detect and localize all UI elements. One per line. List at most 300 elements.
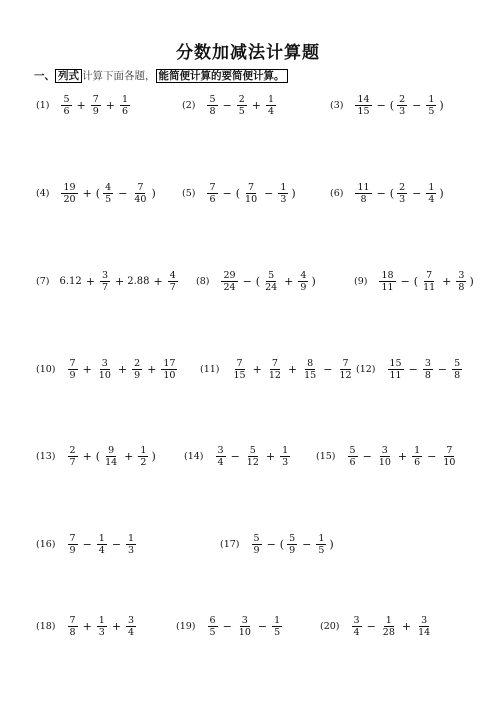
denominator: 20: [63, 194, 76, 205]
operator: −: [366, 620, 376, 633]
parenthesis: (: [279, 538, 285, 551]
instruction-boxed-2: 能简便计算的要简便计算。: [156, 69, 288, 83]
problem-label: (20): [320, 621, 340, 632]
numerator: 7: [69, 533, 76, 544]
denominator: 15: [233, 370, 246, 381]
fraction: [132, 182, 148, 205]
denominator: 6: [349, 457, 356, 468]
operator: +: [265, 450, 276, 463]
numerator: 1: [318, 533, 325, 544]
operator: −: [118, 187, 128, 200]
numerator: 4: [105, 182, 112, 193]
problem-expression: [59, 182, 156, 205]
denominator: 6: [414, 457, 421, 468]
denominator: 14: [105, 457, 118, 468]
fraction: [355, 94, 371, 117]
denominator: 8: [424, 370, 431, 381]
denominator: 5: [428, 106, 435, 117]
operator: +: [115, 275, 125, 288]
denominator: 8: [454, 370, 461, 381]
section-number: 一、: [34, 70, 55, 82]
fraction: [221, 270, 237, 293]
numerator: 11: [357, 182, 370, 193]
parenthesis: ): [151, 450, 156, 463]
operator: −: [222, 187, 232, 200]
operator: +: [105, 99, 115, 112]
numerator: 3: [458, 270, 465, 281]
numerator: 5: [63, 94, 70, 105]
problem-1: [36, 94, 132, 117]
operator: +: [82, 363, 92, 376]
denominator: 4: [428, 194, 435, 205]
fraction: [68, 533, 78, 556]
problem-15: [316, 445, 459, 468]
numerator: 1: [128, 533, 135, 544]
fraction: [138, 445, 148, 468]
problem-label: (9): [354, 276, 368, 287]
problem-expression: [206, 615, 285, 638]
parenthesis: (: [255, 275, 261, 288]
denominator: 9: [92, 106, 99, 117]
fraction: [379, 270, 395, 293]
parenthesis: ): [439, 99, 444, 112]
operator: −: [302, 538, 312, 551]
denominator: 15: [304, 370, 317, 381]
fraction: [120, 94, 130, 117]
problem-expression: [377, 270, 474, 293]
denominator: 10: [378, 457, 391, 468]
problem-19: [176, 615, 284, 638]
fraction: [126, 533, 136, 556]
denominator: 5: [209, 627, 216, 638]
numerator: 1: [428, 182, 435, 193]
fraction: [61, 182, 77, 205]
numerator: 3: [241, 615, 248, 626]
operator: −: [412, 187, 422, 200]
problem-label: (6): [330, 188, 344, 199]
fraction: [126, 615, 136, 638]
numerator: 9: [108, 445, 115, 456]
denominator: 10: [163, 370, 176, 381]
numerator: 1: [98, 615, 105, 626]
denominator: 10: [245, 194, 258, 205]
operator: +: [287, 363, 298, 376]
numerator: 3: [353, 615, 360, 626]
fraction: [267, 358, 283, 381]
numerator: 7: [236, 358, 243, 369]
numerator: 29: [223, 270, 236, 281]
fraction: [103, 445, 119, 468]
problem-label: (19): [176, 621, 196, 632]
problem-label: (4): [36, 188, 50, 199]
fraction: [355, 182, 371, 205]
problem-label: (18): [36, 621, 56, 632]
problem-5: [182, 182, 297, 205]
operator: +: [124, 450, 134, 463]
parenthesis: ): [329, 538, 334, 551]
operator: −: [376, 99, 386, 112]
numerator: 8: [307, 358, 314, 369]
fraction: [337, 358, 353, 381]
numerator: 4: [169, 270, 176, 281]
denominator: 8: [69, 627, 76, 638]
numerator: 15: [389, 358, 402, 369]
denominator: 10: [238, 627, 251, 638]
parenthesis: ): [439, 187, 444, 200]
denominator: 12: [268, 370, 281, 381]
numerator: 7: [209, 182, 216, 193]
denominator: 12: [246, 457, 259, 468]
problem-16: [36, 533, 138, 556]
problem-expression: [66, 445, 157, 468]
fraction: [237, 615, 253, 638]
decimal-number: 2.88: [127, 276, 150, 287]
denominator: 8: [360, 194, 367, 205]
denominator: 9: [300, 282, 307, 293]
problem-label: (7): [36, 276, 50, 287]
numerator: 3: [101, 270, 108, 281]
denominator: 5: [105, 194, 112, 205]
fraction: [208, 615, 218, 638]
fraction: [232, 358, 248, 381]
fraction: [388, 358, 404, 381]
parenthesis: (: [389, 99, 395, 112]
fraction: [68, 445, 78, 468]
denominator: 14: [418, 627, 431, 638]
denominator: 7: [169, 282, 176, 293]
numerator: 5: [253, 533, 260, 544]
parenthesis: (: [95, 187, 101, 200]
fraction: [266, 94, 276, 117]
denominator: 5: [318, 545, 325, 556]
problem-7: [36, 270, 180, 293]
decimal-number: 6.12: [59, 276, 82, 287]
numerator: 3: [217, 445, 224, 456]
operator: +: [117, 363, 128, 376]
problem-label: (12): [356, 364, 376, 375]
problem-expression: [59, 270, 179, 293]
problem-3: [330, 94, 445, 117]
fraction: [97, 615, 107, 638]
problem-expression: [214, 445, 293, 468]
page-title: 分数加减法计算题: [176, 43, 320, 63]
numerator: 1: [414, 445, 421, 456]
problem-expression: [219, 270, 316, 293]
problem-label: (11): [200, 364, 220, 375]
fraction: [68, 358, 78, 381]
denominator: 4: [217, 457, 224, 468]
numerator: 3: [101, 358, 108, 369]
numerator: 5: [268, 270, 275, 281]
fraction: [441, 445, 457, 468]
fraction: [397, 94, 407, 117]
numerator: 7: [271, 358, 278, 369]
operator: −: [111, 538, 122, 551]
operator: −: [362, 450, 372, 463]
operator: +: [442, 275, 452, 288]
problem-expression: [353, 182, 444, 205]
numerator: 7: [69, 615, 76, 626]
parenthesis: (: [413, 275, 419, 288]
numerator: 3: [424, 358, 431, 369]
denominator: 3: [128, 545, 135, 556]
problem-expression: [250, 533, 335, 556]
denominator: 2: [140, 457, 147, 468]
operator: +: [397, 450, 408, 463]
fraction: [263, 270, 279, 293]
denominator: 7: [69, 457, 76, 468]
fraction: [243, 182, 259, 205]
numerator: 7: [342, 358, 349, 369]
denominator: 8: [209, 106, 216, 117]
problem-14: [184, 445, 292, 468]
numerator: 2: [399, 182, 406, 193]
fraction: [423, 358, 433, 381]
denominator: 15: [357, 106, 370, 117]
denominator: 11: [389, 370, 402, 381]
fraction: [132, 358, 142, 381]
numerator: 2: [238, 94, 245, 105]
denominator: 9: [253, 545, 260, 556]
denominator: 6: [209, 194, 216, 205]
fraction: [426, 182, 436, 205]
fraction: [161, 358, 177, 381]
problem-expression: [350, 615, 435, 638]
fraction: [316, 533, 326, 556]
operator: +: [401, 620, 412, 633]
numerator: 7: [446, 445, 453, 456]
problem-expression: [66, 533, 139, 556]
problem-17: [220, 533, 335, 556]
fraction: [426, 94, 436, 117]
numerator: 1: [282, 445, 289, 456]
numerator: 2: [134, 358, 141, 369]
fraction: [68, 615, 78, 638]
problem-6: [330, 182, 445, 205]
instruction-line: [34, 68, 288, 83]
numerator: 3: [128, 615, 135, 626]
denominator: 28: [382, 627, 395, 638]
problem-11: [200, 358, 356, 381]
numerator: 5: [454, 358, 461, 369]
problem-9: [354, 270, 475, 293]
denominator: 4: [353, 627, 360, 638]
fraction: [352, 615, 362, 638]
numerator: 3: [381, 445, 388, 456]
problem-8: [196, 270, 317, 293]
numerator: 1: [428, 94, 435, 105]
fraction: [100, 270, 110, 293]
operator: −: [264, 187, 274, 200]
fraction: [252, 533, 262, 556]
operator: +: [76, 99, 86, 112]
denominator: 24: [265, 282, 278, 293]
operator: +: [85, 275, 95, 288]
fraction: [280, 445, 290, 468]
fraction: [97, 358, 113, 381]
operator: +: [284, 275, 294, 288]
numerator: 1: [122, 94, 129, 105]
numerator: 7: [92, 94, 99, 105]
problem-expression: [230, 358, 356, 381]
numerator: 7: [248, 182, 255, 193]
fraction: [97, 533, 107, 556]
fraction: [298, 270, 308, 293]
fraction: [245, 445, 261, 468]
fraction: [237, 94, 247, 117]
numerator: 7: [426, 270, 433, 281]
numerator: 7: [137, 182, 144, 193]
denominator: 7: [101, 282, 108, 293]
operator: −: [222, 99, 232, 112]
problem-expression: [346, 445, 460, 468]
denominator: 12: [339, 370, 352, 381]
numerator: 17: [163, 358, 176, 369]
fraction: [272, 615, 282, 638]
fraction: [168, 270, 178, 293]
problem-2: [182, 94, 278, 117]
fraction: [278, 182, 288, 205]
denominator: 4: [98, 545, 105, 556]
problem-expression: [205, 182, 296, 205]
denominator: 3: [399, 194, 406, 205]
denominator: 11: [381, 282, 394, 293]
fraction: [456, 270, 466, 293]
denominator: 4: [128, 627, 135, 638]
denominator: 3: [98, 627, 105, 638]
parenthesis: ): [469, 275, 474, 288]
denominator: 8: [458, 282, 465, 293]
fraction: [287, 533, 297, 556]
denominator: 5: [238, 106, 245, 117]
denominator: 5: [274, 627, 281, 638]
fraction: [381, 615, 397, 638]
problem-expression: [59, 94, 132, 117]
fraction: [207, 94, 217, 117]
fraction: [91, 94, 101, 117]
numerator: 1: [274, 615, 281, 626]
problem-label: (15): [316, 451, 336, 462]
numerator: 4: [300, 270, 307, 281]
numerator: 5: [289, 533, 296, 544]
numerator: 1: [385, 615, 392, 626]
problem-12: [356, 358, 464, 381]
operator: +: [153, 275, 163, 288]
numerator: 1: [140, 445, 147, 456]
parenthesis: ): [151, 187, 156, 200]
operator: −: [82, 538, 92, 551]
operator: −: [437, 363, 448, 376]
denominator: 10: [98, 370, 111, 381]
numerator: 5: [249, 445, 256, 456]
problem-13: [36, 445, 157, 468]
operator: +: [252, 363, 262, 376]
numerator: 1: [98, 533, 105, 544]
denominator: 6: [63, 106, 70, 117]
problem-expression: [66, 358, 180, 381]
denominator: 24: [223, 282, 236, 293]
fraction: [377, 445, 393, 468]
problem-expression: [205, 94, 278, 117]
fraction: [207, 182, 217, 205]
denominator: 6: [122, 106, 129, 117]
problem-10: [36, 358, 179, 381]
problem-expression: [353, 94, 444, 117]
problem-label: (8): [196, 276, 210, 287]
problem-label: (5): [182, 188, 196, 199]
operator: −: [266, 538, 276, 551]
fraction: [452, 358, 462, 381]
operator: −: [257, 620, 268, 633]
problem-18: [36, 615, 138, 638]
denominator: 3: [399, 106, 406, 117]
denominator: 9: [289, 545, 296, 556]
fraction: [302, 358, 318, 381]
problem-expression: [386, 358, 465, 381]
problem-label: (13): [36, 451, 56, 462]
problem-label: (10): [36, 364, 56, 375]
parenthesis: ): [291, 187, 296, 200]
operator: −: [323, 363, 333, 376]
numerator: 3: [421, 615, 428, 626]
numerator: 1: [268, 94, 275, 105]
problem-label: (14): [184, 451, 204, 462]
fraction: [416, 615, 432, 638]
numerator: 2: [399, 94, 406, 105]
operator: −: [412, 99, 422, 112]
fraction: [103, 182, 113, 205]
fraction: [216, 445, 226, 468]
numerator: 2: [69, 445, 76, 456]
denominator: 3: [280, 194, 287, 205]
problem-4: [36, 182, 157, 205]
problem-label: (2): [182, 100, 196, 111]
operator: −: [376, 187, 386, 200]
operator: −: [400, 275, 410, 288]
denominator: 9: [134, 370, 141, 381]
operator: +: [251, 99, 261, 112]
problem-label: (3): [330, 100, 344, 111]
numerator: 7: [69, 358, 76, 369]
denominator: 10: [443, 457, 456, 468]
problem-label: (1): [36, 100, 50, 111]
operator: −: [427, 450, 437, 463]
operator: +: [82, 620, 92, 633]
instruction-boxed-1: 列式: [55, 69, 82, 83]
numerator: 19: [63, 182, 76, 193]
fraction: [421, 270, 437, 293]
instruction-text: 计算下面各题，: [82, 70, 156, 82]
operator: +: [111, 620, 122, 633]
operator: −: [222, 620, 232, 633]
parenthesis: (: [389, 187, 395, 200]
problem-label: (17): [220, 539, 240, 550]
operator: −: [408, 363, 418, 376]
fraction: [397, 182, 407, 205]
problem-expression: [66, 615, 139, 638]
problem-20: [320, 615, 434, 638]
fraction: [412, 445, 422, 468]
operator: −: [230, 450, 240, 463]
operator: +: [147, 363, 157, 376]
denominator: 4: [268, 106, 275, 117]
fraction: [348, 445, 358, 468]
denominator: 40: [134, 194, 147, 205]
numerator: 18: [381, 270, 394, 281]
problem-label: (16): [36, 539, 56, 550]
denominator: 9: [69, 370, 76, 381]
parenthesis: (: [95, 450, 101, 463]
